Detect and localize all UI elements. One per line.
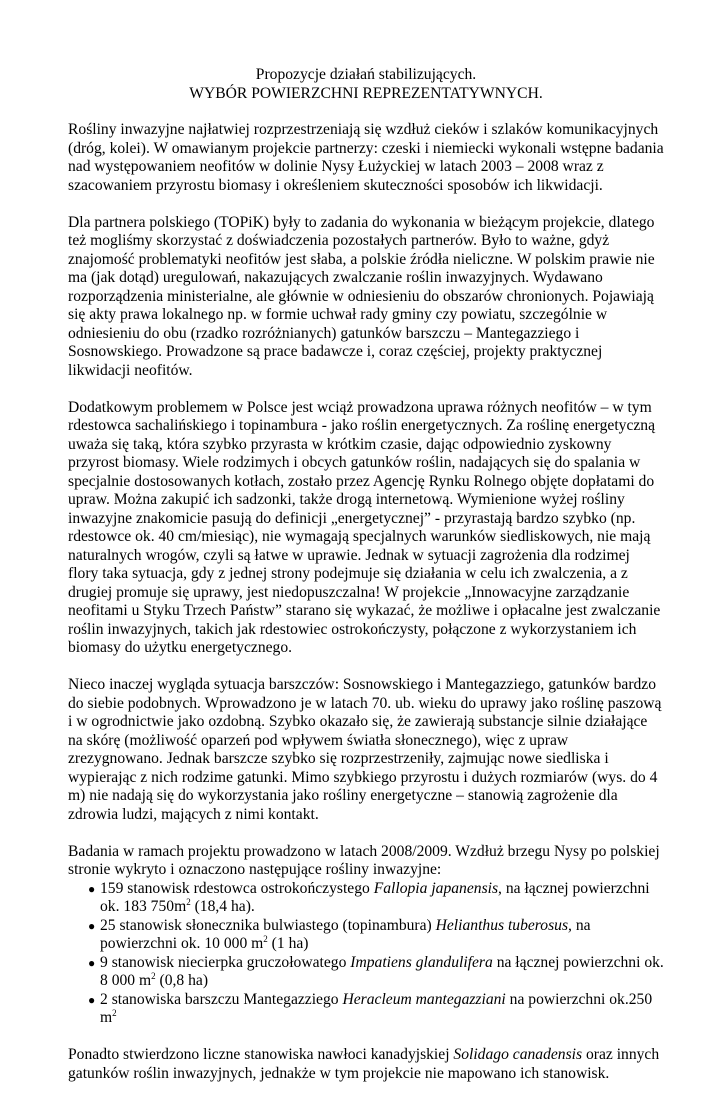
paragraph-6-text: Ponadto stwierdzono liczne stanowiska nawłoci kanadyjskiej — [68, 1046, 454, 1063]
paragraph-3: Dodatkowym problemem w Polsce jest wciąż prowadzona uprawa różnych neofitów – w tym rdestowca sachalińskiego i topinambura - jako roślin energetycznych. Za roślinę energetyczną uważa się taką, która szybko przyrasta w krótkim czasie, dając odpowiednio zyskowny przyrost biomasy. Wiele rodzimych i obcych gatunków roślin, nadających się do spalania w specjalnie dostosowanych kotłach, zostało przez Agencję Rynku Rolnego objęte dopłatami do upraw. Można zakupić ich sadzonki, także drogą internetową. Wymienione wyżej rośliny inwazyjne znakomicie pasują do definicji „energetycznej” - przyrastają bardzo szybko (np. rdestowce ok. 40 cm/miesiąc), nie wymagają specjalnych warunków siedliskowych, nie mają naturalnych wrogów, czyli są łatwe w uprawie. Jednak w sytuacji zagrożenia dla rodzimej flory taka sytuacja, gdy z jednej strony podejmuje się działania w celu ich zwalczenia, a z drugiej promuje się uprawy, jest niedopuszczalna! W projekcie „Innowacyjne zarządzanie neofitami u Styku Trzech Państw” starano się wykazać, że możliwe i opłacalne jest zwalczanie roślin inwazyjnych, takich jak rdestowiec ostrokończysty, połączone z wykorzystaniem ich biomasy do użytku energetycznego. — [68, 398, 661, 656]
paragraph-6 — [68, 1046, 664, 1083]
list-item-text: 2 stanowiska barszczu Mantegazziego — [100, 990, 343, 1008]
list-item — [68, 954, 664, 991]
list-item — [68, 880, 664, 917]
list-item — [68, 991, 664, 1028]
latin-name: Impatiens glandulifera — [350, 953, 493, 971]
invasive-plants-list — [68, 880, 664, 1028]
title-line-1: Propozycje działań stabilizujących. — [255, 66, 477, 83]
list-item-text: na powierzchni ok. 10 000 m — [100, 916, 591, 952]
latin-name: Heracleum mantegazziani — [342, 990, 506, 1008]
list-item-text: (0,8 ha) — [155, 972, 209, 989]
bullet-icon: ● — [88, 955, 96, 970]
superscript: 2 — [112, 1008, 117, 1018]
bullet-icon: ● — [88, 918, 96, 933]
list-item-text: na łącznej powierzchni ok. 8 000 m — [100, 953, 664, 989]
document-page — [68, 66, 664, 1102]
paragraph-6-text: oraz innych gatunków roślin inwazyjnych, jednakże w tym projekcie nie mapowano ich stanowisk. — [68, 1046, 660, 1082]
superscript: 2 — [263, 934, 268, 944]
superscript: 2 — [151, 971, 156, 981]
list-item-text: 25 stanowisk słonecznika bulwiastego (topinambura) — [100, 916, 436, 934]
list-item — [68, 917, 664, 954]
list-item-text: , na łącznej powierzchni ok. 183 750m — [100, 879, 650, 915]
paragraph-4: Nieco inaczej wygląda sytuacja barszczów: Sosnowskiego i Mantegazziego, gatunków bardzo do siebie podobnych. Wprowadzono je w latach 70. ub. wieku do uprawy jako roślinę paszową i w ogrodnictwie jako ozdobną. Szybko okazało się, że zawierają substancje silnie działające na skórę (możliwość oparzeń pod wpływem światła słonecznego), więc z upraw zrezygnowano. Jednak barszcze szybko się rozprzestrzeniły, zajmując nowe siedliska i wypierając z nich rodzime gatunki. Mimo szybkiego przyrostu i dużych rozmiarów (wys. do 4 m) nie nadają się do wykorzystania jako rośliny energetyczne – stanowią zagrożenie dla zdrowia ludzi, mających z nimi kontakt. — [68, 676, 662, 823]
latin-name: Solidago canadensis — [453, 1046, 583, 1063]
paragraph-1: Rośliny inwazyjne najłatwiej rozprzestrzeniają się wzdłuż cieków i szlaków komunikacyjnych (dróg, kolei). W omawianym projekcie partnerzy: czeski i niemiecki wykonali wstępne badania nad występowaniem neofitów w dolinie Nysy Łużyckiej w latach 2003 – 2008 wraz z szacowaniem przyrostu biomasy i określeniem skuteczności sposobów ich likwidacji. — [68, 121, 664, 194]
paragraph-5: Badania w ramach projektu prowadzono w latach 2008/2009. Wzdłuż brzegu Nysy po polskiej stronie wykryto i oznaczono następujące rośliny inwazyjne: — [68, 842, 660, 878]
list-item-text: (18,4 ha). — [190, 898, 255, 915]
list-item-text: 159 stanowisk rdestowca ostrokończystego — [100, 879, 374, 897]
bullet-icon: ● — [88, 992, 96, 1007]
bullet-icon: ● — [88, 881, 96, 896]
latin-name: Helianthus tuberosus, — [435, 916, 572, 934]
title-line-2: WYBÓR POWIERZCHNI REPREZENTATYWNYCH. — [189, 84, 543, 102]
latin-name: Fallopia japanensis — [373, 879, 499, 897]
list-item-text: (1 ha) — [267, 935, 309, 952]
list-item-text: na powierzchni ok.250 m — [100, 990, 653, 1026]
document-title — [68, 66, 664, 103]
list-item-text: 9 stanowisk niecierpka gruczołowatego — [100, 953, 351, 971]
superscript: 2 — [186, 897, 191, 907]
paragraph-2: Dla partnera polskiego (TOPiK) były to zadania do wykonania w bieżącym projekcie, dlatego też mogliśmy skorzystać z doświadczenia pozostałych partnerów. Było to ważne, gdyż znajomość problematyki neofitów jest słaba, a polskie źródła nieliczne. W polskim prawie nie ma (jak dotąd) uregulowań, nakazujących zwalczanie roślin inwazyjnych. Wydawano rozporządzenia ministerialne, ale głównie w odniesieniu do obszarów chronionych. Pojawiają się akty prawa lokalnego np. w formie uchwał rady gminy czy powiatu, szczególnie w odniesieniu do obu (rzadko rozróżnianych) gatunków barszczu – Mantegazziego i Sosnowskiego. Prowadzone są prace badawcze i, coraz częściej, projekty praktycznej likwidacji neofitów. — [68, 213, 655, 379]
